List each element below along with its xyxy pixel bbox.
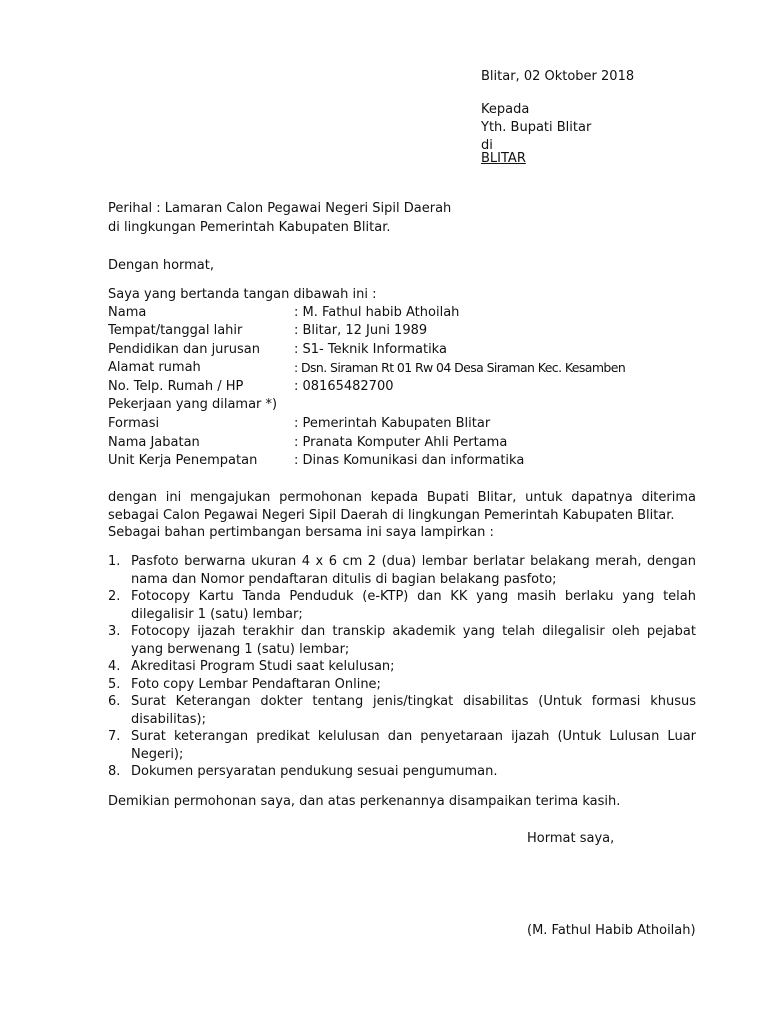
field-value: : Blitar, 12 Juni 1989 (294, 323, 428, 338)
greeting: Dengan hormat, (108, 258, 215, 273)
field-label: Pendidikan dan jurusan (108, 342, 260, 357)
list-item-number: 4. (108, 659, 121, 674)
field-label: Nama (108, 305, 147, 320)
attachments-intro: Sebagai bahan pertimbangan bersama ini saya lampirkan : (108, 525, 494, 540)
field-label: Nama Jabatan (108, 435, 200, 450)
list-item (108, 623, 696, 658)
signature-name: (M. Fathul Habib Athoilah) (527, 923, 696, 938)
recipient-city: BLITAR (481, 151, 526, 166)
list-item-number: 1. (108, 554, 121, 569)
field-label: Unit Kerja Penempatan (108, 453, 258, 468)
intro-line: Saya yang bertanda tangan dibawah ini : (108, 287, 377, 302)
list-item-text: Foto copy Lembar Pendaftaran Online; (131, 676, 381, 692)
place-date: Blitar, 02 Oktober 2018 (481, 69, 635, 84)
subject-line-2: di lingkungan Pemerintah Kabupaten Blitar. (108, 220, 391, 235)
list-item-number: 7. (108, 729, 121, 744)
list-item-number: 3. (108, 624, 121, 639)
field-value: : Dinas Komunikasi dan informatika (294, 453, 525, 468)
list-item-number: 8. (108, 764, 121, 779)
field-value: : S1- Teknik Informatika (294, 342, 447, 357)
list-item (108, 728, 696, 763)
list-item (108, 676, 696, 694)
list-item-text: Fotocopy ijazah terakhir dan transkip akademik yang telah dilegalisir oleh pejabat yang berwenang 1 (satu) lembar; (131, 624, 696, 657)
field-value: : 08165482700 (294, 379, 394, 394)
field-value: : M. Fathul habib Athoilah (294, 305, 460, 320)
list-item-text: Fotocopy Kartu Tanda Penduduk (e-KTP) dan KK yang masih berlaku yang telah dilegalisir 1 (satu) lembar; (131, 589, 696, 622)
body-paragraph: dengan ini mengajukan permohonan kepada Bupati Blitar, untuk dapatnya diterima sebagai Calon Pegawai Negeri Sipil Daerah di lingkungan Pemerintah Kabupaten Blitar. (108, 490, 696, 523)
attachments-list (108, 553, 696, 781)
recipient-name: Yth. Bupati Blitar (481, 120, 592, 135)
list-item-text: Dokumen persyaratan pendukung sesuai pengumuman. (131, 764, 498, 779)
field-label: No. Telp. Rumah / HP (108, 379, 244, 394)
field-label: Formasi (108, 416, 160, 431)
subject-line-1: Perihal : Lamaran Calon Pegawai Negeri Sipil Daerah (108, 201, 452, 216)
field-label: Alamat rumah (108, 360, 201, 375)
list-item-number: 5. (108, 676, 121, 692)
list-item-number: 2. (108, 589, 121, 604)
list-item-text: Akreditasi Program Studi saat kelulusan; (131, 659, 395, 674)
field-label: Pekerjaan yang dilamar *) (108, 397, 278, 412)
list-item-text: Pasfoto berwarna ukuran 4 x 6 cm 2 (dua) lembar berlatar belakang merah, dengan nama dan Nomor pendaftaran ditulis di bagian belakang pasfoto; (131, 554, 696, 587)
field-value: : Pemerintah Kabupaten Blitar (294, 416, 491, 431)
list-item (108, 693, 696, 728)
closing-line: Demikian permohonan saya, dan atas perkenannya disampaikan terima kasih. (108, 794, 621, 809)
field-value: : Pranata Komputer Ahli Pertama (294, 435, 508, 450)
list-item (108, 658, 696, 676)
list-item (108, 763, 696, 781)
recipient-kepada: Kepada (481, 102, 530, 117)
signoff: Hormat saya, (527, 831, 615, 846)
list-item-text: Surat keterangan predikat kelulusan dan penyetaraan ijazah (Untuk Lulusan Luar Negeri); (131, 729, 696, 762)
field-value: : Dsn. Siraman Rt 01 Rw 04 Desa Siraman Kec. Kesamben (294, 360, 626, 375)
list-item (108, 588, 696, 623)
list-item (108, 553, 696, 588)
list-item-number: 6. (108, 694, 121, 709)
recipient-di: di (481, 138, 493, 153)
field-label: Tempat/tanggal lahir (108, 323, 243, 338)
list-item-text: Surat Keterangan dokter tentang jenis/tingkat disabilitas (Untuk formasi khusus disabilitas); (131, 694, 696, 727)
